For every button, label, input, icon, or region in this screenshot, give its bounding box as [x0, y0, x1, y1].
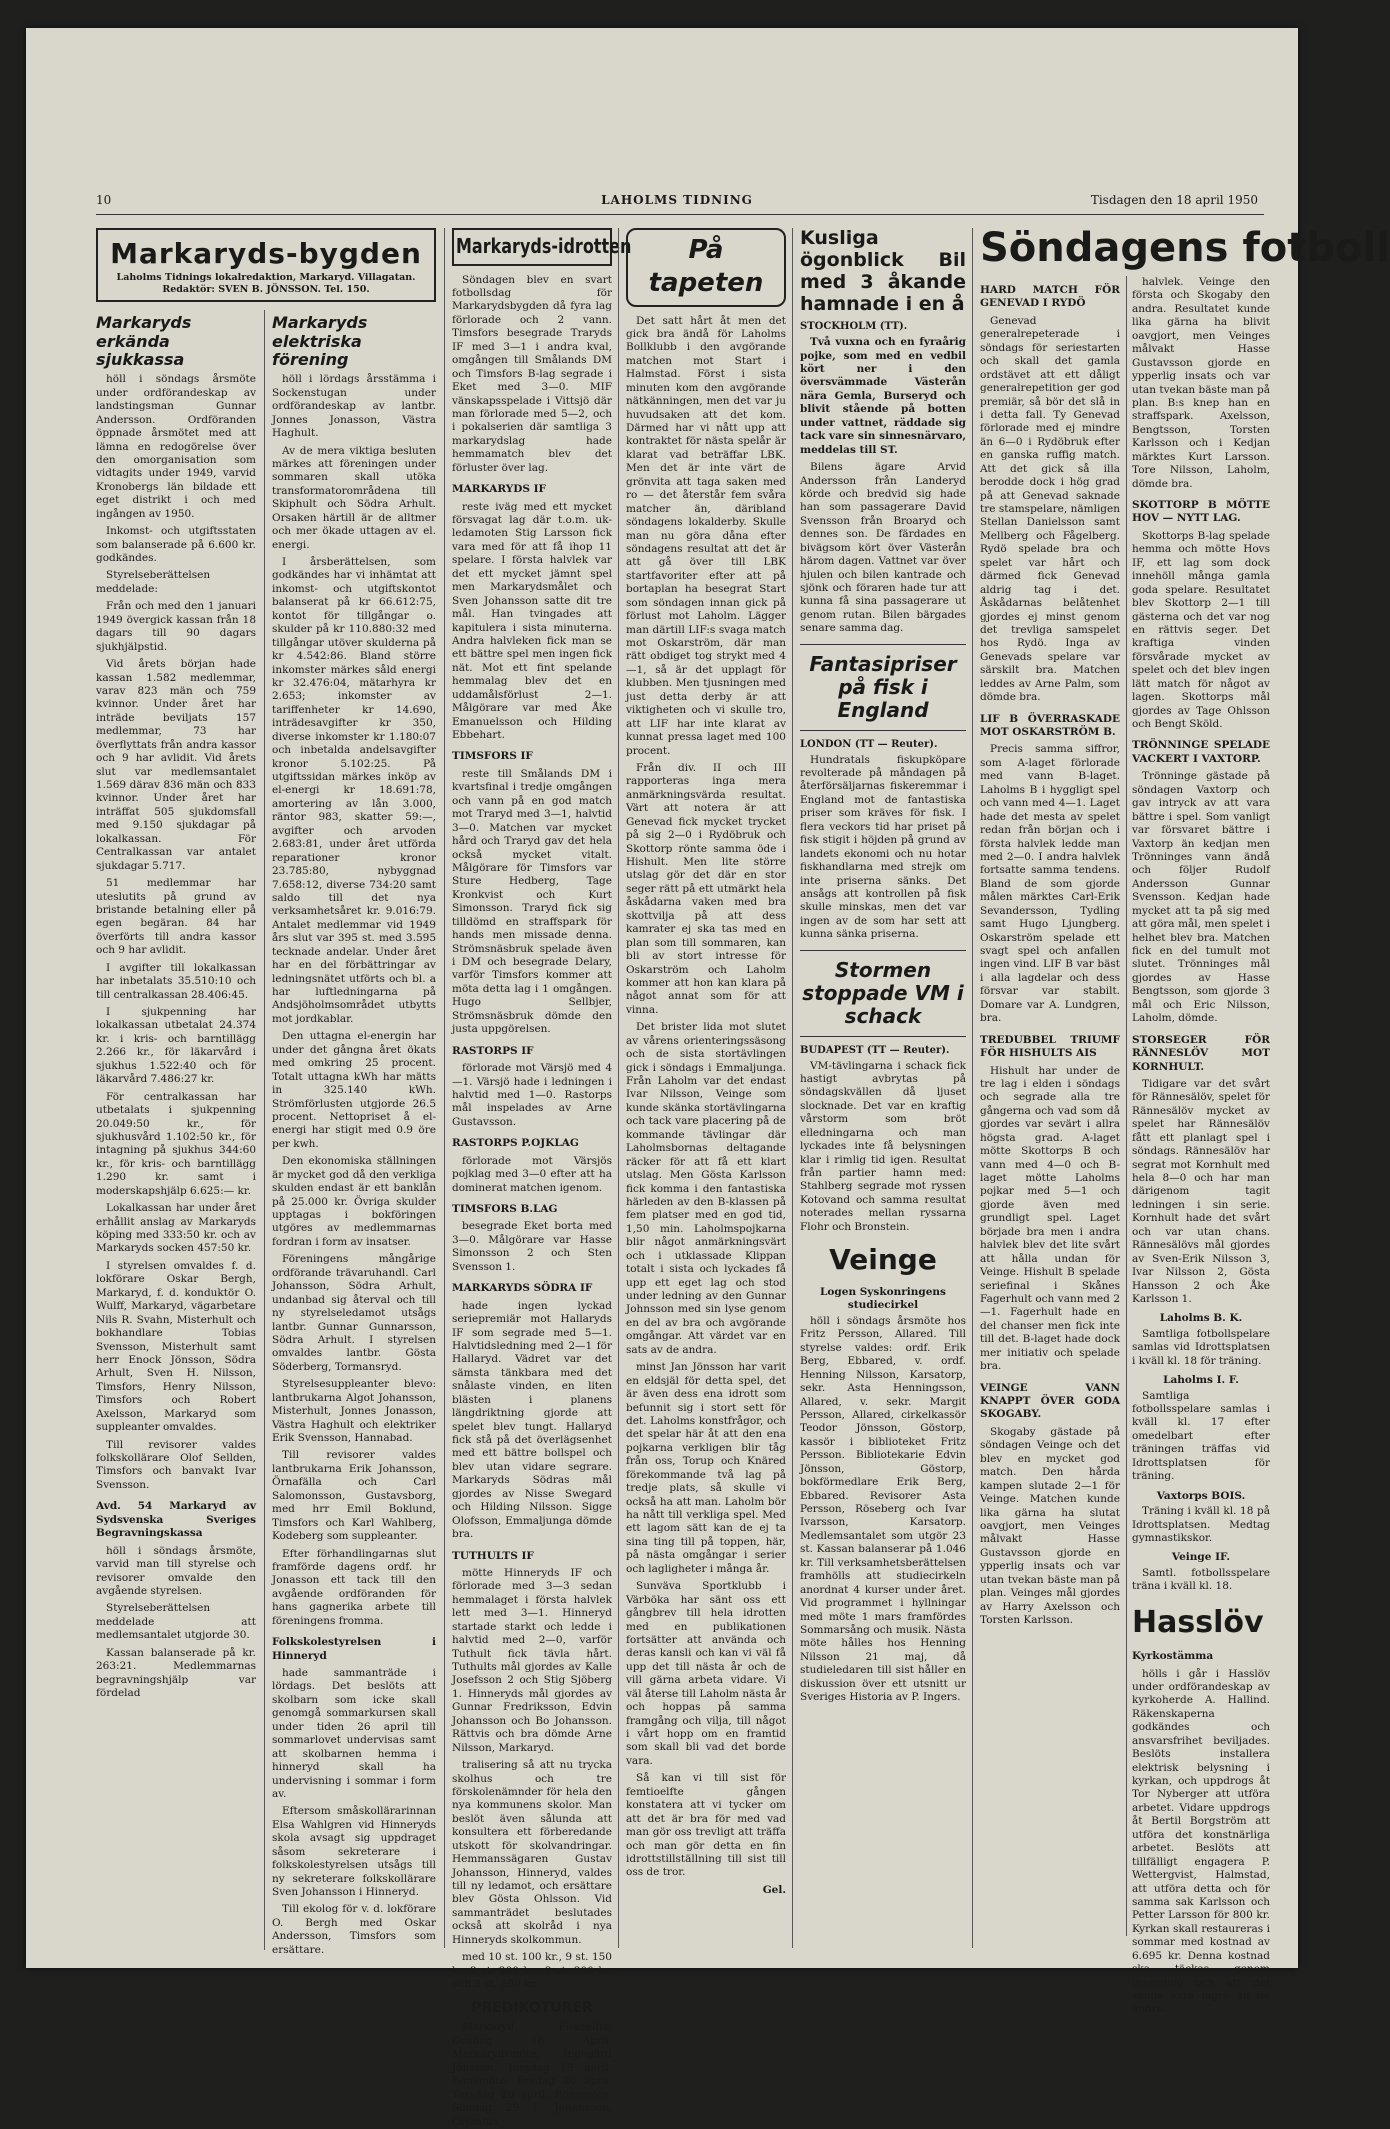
paragraph: Av de mera viktiga besluten märkes att föreningen under sommaren skall utöka transformatorområdena till Skiphult och Södra Arhult. Orsaken härtill är de alltmer och mer ökade uttagen av el. energi. — [272, 444, 436, 551]
article-subhead: Avd. 54 Markaryd av Sydsvenska Sveriges Begravningskassa — [96, 1500, 256, 1540]
storm-text: VM-tävlingarna i schack fick hastigt avbrytas på söndagskvällen då ljuset slocknade. Det var en kraftig vårstorm som bröt elledningarna och man lyckades inte få belysningen klar i rimlig tid igen. Resultat från partier hamn med: Stahlberg segrade mot ryssen Kotovand och samma resultat noterades mellan ryssarna Flohr och Bronstein. — [800, 1059, 966, 1233]
paragraph: höll i lördags årsstämma i Sockenstugan under ordförandeskap av lantbr. Jonnes Jonasson, Västra Haghult. — [272, 373, 436, 440]
report-subhead: STORSEGER FÖR RÄNNESLÖV MOT KORNHULT. — [1132, 1033, 1270, 1073]
report-subhead: TREDUBBEL TRIUMF FÖR HISHULTS AIS — [980, 1033, 1120, 1060]
report-text: hade ingen lyckad seriepremiär mot Hallaryds IF som segrade med 5—1. Halvtidsledning med 2—1 för Hallaryd. Vädret var det sämsta tänkbara med det snålaste vinden, en liten blästen i planens längdriktning gjorde att spelet blev tungt. Hallaryd fick stå på det överlägsenhet med ett bättre bollspel och blev utan vidare segrare. Markaryds Södras mål gjordes av Nisse Swegard och Hilding Nilsson. Sigge Olofsson, Emmaljunga dömde bra. — [452, 1299, 612, 1541]
paragraph: Vid årets början hade kassan 1.582 medlemmar, varav 823 män och 759 kvinnor. Under året har inträde beviljats 157 medlemmar, 73 har överflyttats från andra kassor och 9 har avlidit. Vid årets slut var medlemsantalet 1.569 därav 836 män och 833 kvinnor. Under året har inträffat 505 sjukdomsfall med 9.150 sjukdagar på lokalkassan. För Centralkassan var antalet sjukdagar 5.717. — [96, 658, 256, 872]
article-closing: tralisering så att nu trycka skolhus och tre förskolenämnder för hela den nya kommunens skolor. Man beslöt även sålunda att konsultera ett förberedande utskott för skolvandringar. Hemmanssägaren Gustav Johansson, Hinneryd, valdes till ny ledamot, och ersättare blev Gösta Ohlsson. Vid sammanträdet beslutades också att skolråd i nya Hinneryds skolkommun. — [452, 1759, 612, 1946]
veinge-text: höll i söndags årsmöte hos Fritz Persson, Allared. Till styrelse valdes: ordf. Erik Berg, Ebbared, v. ordf. Henning Nilsson, Karsatorp, sekr. Asta Henningsson, Allared, v. sekr. Margit Persson, Allared, cirkelkassör Teodor Jönsson, Göstorp, kassör i biblioteket Fritz Persson. Bibliotekarie Edvin Jönsson, Göstorp, bokförmedlare Erik Berg, Ebbared. Revisorer Asta Persson, Röseberg och Ivar Ivarsson, Karsatorp. Medlemsantalet som utgör 23 st. Kassan balanserar på 1.046 kr. Till verksamhetsberättelsen framhölls att studiecirkeln anordnat 4 kurser under året. Vid programmet i hyllningar med möte 1 mars framfördes Sommarsång och musik. Nästa möte hålles hos Henning Nilsson 21 maj, då studieledaren till sist håller en diskussion över ett utsnitt ur Sveriges Historia av P. Ingers. — [800, 1314, 966, 1704]
fanta-box — [800, 644, 966, 731]
report-text: reste iväg med ett mycket försvagat lag där t.o.m. uk-ledamoten Stig Larsson fick vara med för att få ihop 11 spelare. I första halvlek var det ett mycket jämnt spel men Markarydsmålet och Sven Johansson satte dit tre mål. Han tvingades att kapitulera i sista minuterna. Andra halvleken fick man se ett bättre spel men ingen fick nät. Mot ett fint spelande hemmalag blev det en uddamålsförlust 2—1. Målgörare var med Åke Emanuelsson och Hilding Ebbehart. — [452, 500, 612, 742]
paragraph: Efter förhandlingarnas slut framförde dagens ordf. hr Jonasson ett tack till den avgående ordföranden för hans gagnerika arbete till föreningens fromma. — [272, 1547, 436, 1627]
article-body — [96, 373, 256, 1492]
fotboll-headline: Söndagens fotboll — [980, 225, 1390, 271]
markaryd-subcol-2 — [272, 310, 436, 1956]
fotboll-subcol-2 — [1132, 276, 1270, 2016]
notice-text: Träning i kväll kl. 18 på Idrottsplatsen. Medtag gymnastikskor. — [1132, 1505, 1270, 1544]
kusliga-headline: Kusliga ögonblick Bil med 3 åkande hamnade i en å — [800, 227, 966, 315]
idrott-sections — [452, 483, 612, 1755]
notice-text: Samtl. fotbollsspelare träna i kväll kl. 18. — [1132, 1566, 1270, 1593]
paragraph: I avgifter till lokalkassan har inbetalats 35.510:10 och till centralkassan 28.406:45. — [96, 961, 256, 1001]
idrott-column — [452, 228, 632, 2128]
paragraph: Den ekonomiska ställningen är mycket god då den verkliga skulden endast är ett banklån på 25.000 kr. Övriga skulder upptagas i bokföringen utgöres av medlemmarnas fordran i form av insatser. — [272, 1155, 436, 1248]
report-text: halvlek. Veinge den första och Skogaby den andra. Resultatet kunde lika gärna ha blivit oavgjort, men Veinges målvakt Hasse Gustavsson gjorde en ypperlig insats och var utan tvekan bäste man på plan. B:s knep han en straffspark. Axelsson, Bengtsson, Torsten Karlsson och i Kedjan märktes Kurt Larsson. Tore Nilsson, Laholm, dömde bra. — [1132, 276, 1270, 490]
issue-date: Tisdagen den 18 april 1950 — [1090, 193, 1258, 207]
paragraph: höll i söndags årsmöte under ordförandeskap av landstingsman Gunnar Andersson. Ordföranden öppnade årsmötet med att lämna en redogörelse över den omorganisation som vidtagits under 1949, varvid Kronobergs län bildade ett eget distrikt i och med ingången av 1950. — [96, 373, 256, 520]
idrott-header-box — [452, 228, 632, 266]
predikoturer-text: Markaryd, Filadelfia: Onsdag 18 April. Markarydsmöte, Ingegärd Jönsson. Torsdag 19 april. Bönemöte. Fredag 20 april. Torsdag 20 april. Bönemöte. Söndag 29 I. Johansson, Orientus. — [452, 2021, 612, 2128]
paragraph: Styrelseberättelsen meddelade att medlemsantalet utgjorde 30. — [96, 1602, 256, 1642]
notice-text: Samtliga fotbollspelare samlas vid Idrottsplatsen i kväll kl. 18 för träning. — [1132, 1327, 1270, 1367]
paragraph: I sjukpenning har lokalkassan utbetalat 24.374 kr. i kris- och barntillägg 2.266 kr., för läkarvård i sjukhus 1.522:40 och för läkarvård 7.486:27 kr. — [96, 1006, 256, 1086]
report-subhead: HARD MATCH FÖR GENEVAD I RYDÖ — [980, 284, 1120, 310]
paragraph: höll i söndags årsmöte, varvid man till styrelse och revisorer omvalde den avgående styrelsen. — [96, 1544, 256, 1597]
paragraph: Kassan balanserade på kr. 263:21. Medlemmarnas begravningshjälp var fördelad — [96, 1646, 256, 1699]
report-subhead: TIMSFORS B.LAG — [452, 1203, 558, 1216]
report-subhead: SKOTTORP B MÖTTE HOV — NYTT LAG. — [1132, 499, 1270, 525]
section-title: Markaryds-idrotten — [456, 234, 632, 258]
paragraph: minst Jan Jönsson har varit en eldsjäl för detta spel, det är även dess ena idrott som befunnit sig i stort sett för det. Laholms konstfrågor, och det spelar här åt att den ena pojkarna verkligen blir tåg från oss, Torup och Knäred förekommande två lag på tredje plats, så skulle vi också ha att man. Laholm bör ha nått till verkliga spel. Med ett lagom sätt kan de ej ta sina ting till på toppen, här, på nästa omgångar i serier och lagligheter i många år. — [626, 1361, 786, 1575]
kusliga-lead: Två vuxna och en fyraårig pojke, som med en vedbil kört ner i den översvämmade Västerån nära Gemla, Burseryd och blivit stående på botten under vattnet, räddade sig tack vare sin sinnesnärvaro, meddelas till ST. — [800, 336, 966, 456]
report-text: Trönninge gästade på söndagen Vaxtorp och gav intryck av att vara bättre i spel. Som vanligt var försvaret bättre i Vaxtorp än kedjan men Trönninges vann ändå och följer Rudolf Andersson Gunnar Svensson. Kedjan hade mycket att ta på sig med att göra mål, men spelet i helhet blev bra. Matchen fick en del tumult mot slutet. Trönninges mål gjordes av Hasse Bengtsson, som gjorde 3 mål och Eric Nilsson, Laholm, dömde. — [1132, 770, 1270, 1025]
column-divider — [972, 228, 973, 1948]
paragraph: Styrelsesuppleanter blevo: lantbrukarna Algot Johansson, Misterhult, Jonnes Jonasson, Västra Haghult och elektriker Erik Svensson, Hannabad. — [272, 1378, 436, 1444]
paragraph: Från div. II och III rapporteras inga mera anmärkningsvärda resultat. Värt att notera är att Genevad fick mycket trycket på sig 2—0 i Rydöbruk och Skottorp rönte samma öde i Hishult. Men lite större utslag gör det där en stor seger rätt på ett utmärkt hela åskådarna vaken med bra skottvilja på att dess kamrater ej ska tas med en plan som till sommaren, kan bli av stort intresse för Oskarström och Laholm kommer att hon kan klara på något annat som för att vinna. — [626, 761, 786, 1016]
article-headline: Markaryds erkända sjukkassa — [96, 313, 192, 369]
fotboll-section — [980, 225, 1390, 2016]
veinge-headline: Veinge — [829, 1243, 937, 1277]
report-subhead: MARKARYDS IF — [452, 483, 546, 496]
column-divider — [792, 228, 793, 1948]
notice-head: Laholms B. K. — [1159, 1312, 1243, 1325]
report-subhead: TIMSFORS IF — [452, 750, 533, 763]
report-text: Precis samma siffror, som A-laget förlorade med vann B-laget. Laholms B i hyggligt spel och vann med 4—1. Laget hade det mesta av spelet redan från början och i första halvlek ledde man med 2—0. I andra halvlek fortsatte samma tendens. Bland de som gjorde målen märktes Carl-Erik Sevandersson, Tydling samt Hugo Ljungberg. Oskarström spelade ett svagt spel och anfallen ingen vind. LIF B var bäst i alla lagdelar och dess försvar var stabilt. Domare var A. Lundgren, bra. — [980, 743, 1120, 1025]
paragraph: Från och med den 1 januari 1949 övergick kassan från 18 dagars till 90 dagars sjukhjälpstid. — [96, 600, 256, 653]
paragraph: Till revisorer valdes lantbrukarna Erik Johansson, Örnafälla och Carl Salomonsson, Gustavsborg, med hrr Emil Boklund, Timsfors och Karl Wahlberg, Kodeberg som suppleanter. — [272, 1449, 436, 1543]
notice-text: Samtliga fotbollsspelare samlas i kväll kl. 17 efter omedelbart efter träningen träffas vid Idrottsplatsen för träning. — [1132, 1389, 1270, 1483]
report-subhead: TRÖNNINGE SPELADE VACKERT I VAXTORP. — [1132, 739, 1270, 765]
report-subhead: RASTORPS IF — [452, 1044, 534, 1057]
column-divider — [444, 228, 445, 1948]
storm-headline: Stormen stoppade VM i schack — [802, 957, 964, 1028]
report-text: mötte Hinneryds IF och förlorade med 3—3 sedan hemmalaget i första halvlek lett med 3—1. Hinneryd startade starkt och ledde i halvtid med 2—0, varför Tuthult fick tävla hårt. Tuthults mål gjordes av Kalle Josefsson 2 och Stig Sjöberg 1. Hinneryds mål gjordes av Gunnar Fredriksson, Edvin Johansson och Bo Johansson. Rättvis och bra dömde Arne Nilsson, Markaryd. — [452, 1566, 612, 1754]
dateline: STOCKHOLM (TT). — [800, 321, 908, 333]
news-column — [800, 228, 966, 1948]
dateline: LONDON (TT — Reuter). — [800, 738, 938, 750]
storm-box — [800, 950, 966, 1037]
tapeten-title: På tapeten — [626, 228, 786, 307]
report-text: Skogaby gästade på söndagen Veinge och det blev en mycket god match. Den hårda kampen slutade 2—1 för Veinge. Matchen kunde lika gärna ha slutat oavgjort, men Veinges målvakt Hasse Gustavsson gjorde en ypperlig insats och var utan tvekan bäste man på plan. Veinges mål gjordes av Harry Axelsson och Torsten Karlsson. — [980, 1425, 1120, 1626]
paragraph: Till ekolog för v. d. lokförare O. Bergh med Oskar Andersson, Timsfors som ersättare. — [272, 1903, 436, 1956]
notice-head: Laholms I. F. — [1163, 1374, 1239, 1387]
paragraph: Så kan vi till sist för femtioelfte gången konstatera att vi tycker om att det är bra för med vad man gör oss trevligt att träffa och man gör detta en fin idrottstillställning till sist till oss de tror. — [626, 1772, 786, 1879]
paragraph: Föreningens mångårige ordförande trävaruhandl. Carl Johansson, Södra Arhult, undanbad sig återval och till ny styrelseledamot utsågs lantbr. Gunnar Gunnarsson, Södra Arhult. I styrelsen omvaldes lantbr. Gösta Söderberg, Tormansryd. — [272, 1253, 436, 1373]
report-subhead: RASTORPS P.OJKLAG — [452, 1137, 579, 1150]
paragraph: I årsberättelsen, som godkändes har vi inhämtat att inkomst- och utgiftskontot balanserat på kr 66.612:75, kontot för tillgångar o. skulder på kr 110.880:32 med tillgångar utöver skulderna på kr 4.542:86. Bland större inkomster märkes såld energi kr 32.476:04, mätarhyra kr 2.653; inkomster av tariffenheter kr 14.690, inträdesavgifter kr 350, diverse inkomster kr 1.180:07 och inbetalda andelsavgifter kronor 5.102:25. På utgiftssidan märkes inköp av el-energi kr 18.691:78, amortering av lån 3.000, räntor 983, skatter 59:—, avgifter och arvoden 2.683:81, under året utförda reparationer kronor 23.785:80, nybyggnad 7.658:12, diverse 734:20 samt saldo till det nya verksamhetsåret kr. 9.016:79. Antalet medlemmar vid 1949 års slut var 395 st. med 3.595 tecknade andelar. Under året har en del förbättringar av ledningsnätet utförts och bl. a har luftledningarna på Andsjöholmsområdet utbytts mot jordkablar. — [272, 556, 436, 1025]
newspaper-page — [26, 28, 1390, 2128]
markaryd-header-box — [96, 228, 436, 302]
dateline: BUDAPEST (TT — Reuter). — [800, 1044, 950, 1056]
report-subhead: MARKARYDS SÖDRA IF — [452, 1282, 593, 1295]
report-text: förlorade mot Värsjös pojklag med 3—0 efter att ha dominerat matchen igenom. — [452, 1154, 612, 1194]
paragraph: hade sammanträde i lördags. Det beslöts att skolbarn som icke skall genomgå sommarkursen skall under tiden 26 april till sommarlovet undervisas samt att skolbarnen hemma i hinneryd skall ha undervisning i sommar i form av. — [272, 1667, 436, 1800]
markaryd-subcol-1 — [96, 310, 256, 1950]
hasslov-subhead: Kyrkostämma — [1132, 1650, 1214, 1663]
signature: Gel. — [762, 1883, 786, 1896]
tapeten-body — [626, 315, 786, 1880]
article-body-2 — [272, 1667, 436, 1957]
fanta-headline: Fantasipriser på fisk i England — [809, 651, 957, 722]
masthead — [96, 193, 1258, 215]
club-notices — [1132, 1312, 1270, 1593]
report-text: Hishult har under de tre lag i elden i söndags och segrade alla tre gångerna och vad som då gjordes var sevärt i allra högsta grad. A-laget mötte Skottorps B och vann med 4—0 och B-laget mötte Laholms pojkar med 5—1 och gjorde även med grundligt spel. Laget började bra men i andra halvlek blev det lite svårt att hålla undan för Veinge. Hishult B spelade seriefinal i Skånes Fagerhult och vann med 2—1. Fagerhult hade en del chanser men fick inte till det. B-laget hade dock mer initiativ och spelade bra. — [980, 1064, 1120, 1373]
page-number: 10 — [96, 193, 112, 207]
report-text: Skottorps B-lag spelade hemma och mötte Hovs IF, ett lag som dock innehöll många gamla goda spelare. Resultatet blev Skottorp 2—1 till gästerna och det var nog en rättvis seger. Det kraftiga vinden försvårade mycket av spelet och det blev ingen lätt match för något av lagen. Skottorps mål gjordes av Tage Ohlsson och Bengt Sköld. — [1132, 529, 1270, 730]
fanta-text: Hundratals fiskupköpare revolterade på måndagen på återförsäljarnas fiskeremmar i England mot de fantastiska priser som kräves för fisk. I flera veckors tid har priset på fisk stigit i höjden på grund av landets ekonomi och nu hotar fiskhandlarna med strejk om inte priserna sänks. Det ansågs att kontrollen på fisk skulle minskas, men det var ingen av de som har sett att kunna sänka priserna. — [800, 753, 966, 941]
report-text: reste till Smålands DM i kvartsfinal i tredje omgången och vann på en god match mot Traryd med 3—1, halvtid 3—0. Matchen var mycket hård och Traryd gav det hela också mycket vitalt. Målgörare för Timsfors var Sture Hedberg, Tage Kronkvist och Kurt Simonsson. Traryd fick sig tilldömd en straffspark för hands men missade denna. Strömsnäsbruk spelade även i DM och besegrade Delary, varför Timsfors kommer att möta detta lag i 1 omgången. Hugo Sellbjer, Strömsnäsbruk dömde den justa uppgörelsen. — [452, 767, 612, 1036]
notice-head: Veinge IF. — [1171, 1551, 1231, 1564]
tapeten-column — [626, 228, 786, 1948]
paragraph: För centralkassan har utbetalats i sjukpenning 20.049:50 kr., för sjukhusvård 1.102:50 kr., för intagning på sjukhus 344:60 kr., för kris- och barntillägg 1.290 kr. samt i moderskapshjälp 6.625:— kr. — [96, 1090, 256, 1197]
report-subhead: LIF B ÖVERRASKADE MOT OSKARSTRÖM B. — [980, 712, 1120, 738]
fotboll-reports — [1132, 276, 1270, 1306]
markaryd-section — [96, 228, 436, 1956]
article-body — [272, 373, 436, 1628]
fotboll-subcol-1 — [980, 276, 1120, 1936]
kusliga-text: Bilens ägare Arvid Andersson från Landeryd körde och bredvid sig hade han som passagerare David Svensson från Broaryd och dennes son. De färdades en bivägsom kört över Västerån härom dagen. Vattnet var över hjulen och bilen kantrade och sjönk och föraren hade tur att kunna få sina passagerare ut genom rutan. Bilen bärgades senare samma dag. — [800, 461, 966, 635]
article-body-2 — [96, 1545, 256, 1701]
column-divider — [618, 228, 619, 1948]
article-intro: Söndagen blev en svart fotbollsdag för Markarydsbygden då fyra lag förlorade och 2 vann. Timsfors besegrade Traryds IF med 3—1 i andra kval, omgången till Smålands DM och Timsfors B-lag segrade i Eket med 3—0. MIF vänskapsspelade i Vittsjö där man förlorade med 5—2, och i pokalserien där samtliga 3 markarydslag hade hemmamatch blev det förluster över lag. — [452, 273, 612, 474]
hasslov-headline: Hasslöv — [1132, 1604, 1264, 1640]
paragraph: 51 medlemmar har uteslutits på grund av bristande betalning eller på egen begäran. 84 har överförts till andra kassor och 9 har avlidit. — [96, 877, 256, 957]
report-text: Tidigare var det svårt för Rännesälöv, spelet för Rännesälöv mycket av spelet har Rännesälöv fått ett planlagt spel i söndags. Rännesälöv har segrat mot Kornhult med hela 8—0 och har man därigenom tagit ledningen i sin serie. Kornhult hade det svårt och var utan chans. Rännesälövs mål gjordes av Sven-Erik Nilsson 3, Ivar Nilsson 2, Gösta Hansson 2 och Åke Karlsson 1. — [1132, 1077, 1270, 1305]
report-text: besegrade Eket borta med 3—0. Målgörare var Hasse Simonsson 2 och Sten Svensson 1. — [452, 1220, 612, 1273]
paragraph: Eftersom småskollärarinnan Elsa Wahlgren vid Hinneryds skola avsagt sig uppdraget såsom sekreterare i folkskolestyrelsen utsågs till ny sekreterare folkskollärare Sven Johansson i Hinneryd. — [272, 1805, 436, 1898]
paragraph: Det brister lida mot slutet av vårens orienteringssäsong och de sista stortävlingen gick i söndags i Emmaljunga. Från Laholm var det endast Ivar Nilsson, Veinge som kunde skänka stortävlingarna och tack vare placering på de kommande tävlingar där Laholmsbornas deltagande räcker för att få ett klart utslag. Men Gösta Karlsson fick komma i den fantastiska härleden av den B-klassen på fem platser med en god tid, 1,50 min. Laholmspojkarna blir något anmärkningsvärt och i utklassade Klippan totalt i sista och lyckades få upp ett eget lag och stod under ledning av den Gunnar Johnsson med sin lyse genom en del av bra och avgörande omgångar. Att värdet var en sats av de andra. — [626, 1021, 786, 1356]
notice-head: Vaxtorps BOIS. — [1156, 1489, 1246, 1502]
editor-line: Laholms Tidnings lokalredaktion, Markaryd. Villagatan. Redaktör: SVEN B. JÖNSSON. Tel. 150. — [116, 271, 416, 295]
section-title: Markaryds-bygden — [110, 237, 422, 270]
report-text: Genevad generalrepeterade i söndags för seriestarten och skall det gamla ordstävet att ett dåligt generalrepetition ger god premiär, så bör det slå in i detta fall. Ty Genevad förlorade med ej mindre än 6—0 i Rydöbruk efter en ganska ruffig match. Att det gick så illa berodde dock i hög grad på att Genevad saknade tre stamspelare, nämligen Stellan Danielsson samt Mellberg och Fågelberg. Rydö spelade bra och spelet var hårt och därmed fick Genevad aldrig tag i det. Åskådarnas belåtenhet gjordes ej minst genom det trevliga samspelet hos Rydö. Inga av Genevads spelare var särskilt bra. Matchen leddes av Arne Palm, som dömde bra. — [980, 314, 1120, 704]
article-subhead: Folkskolestyrelsen i Hinneryd — [272, 1636, 436, 1662]
newspaper-title: LAHOLMS TIDNING — [601, 193, 753, 207]
paragraph: Styrelseberättelsen meddelade: — [96, 569, 211, 595]
paragraph: Till revisorer valdes folkskollärare Olof Sellden, Timsfors och banvakt Ivar Svensson. — [96, 1438, 256, 1491]
report-subhead: VEINGE VANN KNAPPT ÖVER GODA SKOGABY. — [980, 1381, 1120, 1421]
masthead-rule — [96, 214, 1264, 215]
paragraph: I styrelsen omvaldes f. d. lokförare Oskar Bergh, Markaryd, f. d. konduktör O. Wulff, Markaryd, vägarbetare Nils R. Svahn, Misterhult och bokhandlare Tobias Svensson, Misterhult samt herr Enock Jönsson, Södra Arhult, Sven H. Nilsson, Timsfors, Henry Nilsson, Timsfors och Robert Axelsson, Markaryd som suppleanter omvaldes. — [96, 1259, 256, 1434]
paragraph: Det satt hårt åt men det gick bra ändå för Laholms Bollklubb i den avgörande matchen mot Start i Halmstad. Först i sista minuten kom den avgörande nätkänningen, men det var ju huvudsaken att det kom. Därmed har vi nått upp att kontraktet för nästa spelår är klarat vad beträffar LBK. Men det är inte värt de grönvita att taga saken med ro — det återstår fem svåra matcher än, däribland söndagens lokalderby. Skulle man nu göra dåna efter söndagens resultat att det är att gå över till LBK startfavoriter efter att på bortaplan ha besegrat Start som söndagen innan gick på förlust mot Laholm. Lägger man därtill LIF:s svaga match mot Oskarström, där man rätt obdiget tog strykt med 4—1, så är det upplagt för klubben. Men tjusningen med just detta derby är att viktigheten och vi skulle tro, att LIF har inte klarat av kunnat pressa laget med 100 procent. — [626, 314, 786, 757]
paragraph: Inkomst- och utgiftsstaten som balanserade på 6.600 kr. godkändes. — [96, 525, 256, 564]
report-text: förlorade mot Värsjö med 4—1. Värsjö hade i ledningen i halvtid med 1—0. Rastorps mål inspelades av Arne Gustavsson. — [452, 1062, 612, 1128]
veinge-subhead: Logen Syskonringens studiecirkel — [820, 1286, 946, 1312]
report-subhead: TUTHULTS IF — [452, 1549, 534, 1562]
article-headline: Markaryds elektriska förening — [272, 313, 368, 369]
paragraph: Den uttagna el-energin har under det gångna året ökats med omkring 25 procent. Totalt uttagna kWh har mätts in 325.140 kWh. Strömförlusten utgjorde 26.5 procent. Nettopriset å el-energi har stigit med 0.9 öre per kwh. — [272, 1030, 436, 1150]
paragraph: Sunväva Sportklubb i Värböka har sänt oss ett gångbrev till hela idrotten med en publikationen fortsätter att använda och deras kansli och kan vi väl få upp det till nästa år och de vill gärna arbeta vidare. Vi väl återse till Laholm nästa år och hoppas på samma framgång och vilja, till något i vårt hopp om en framtid som skall bli vad det borde vara. — [626, 1580, 786, 1767]
column-divider — [1126, 276, 1127, 1936]
column-divider — [264, 310, 265, 1950]
article-tail: med 10 st. 100 kr., 9 st. 150 kr. 2 st. 200 kr., 2 st. 300 kr. och 3 st. 500 kr. — [452, 1951, 612, 1991]
predikoturer-head: PREDIKOTURER — [471, 1999, 593, 2016]
hasslov-text: hölls i går i Hasslöv under ordförandeskap av kyrkoherde A. Hallind. Räkenskaperna godkändes och ansvarsfrihet beviljades. Beslöts installera elektrisk belysning i kyrkan, och uppdrogs åt Tor Nyberger att utföra arbetet. Vidare uppdrogs åt Bertil Borgström att utföra det konstnärliga arbetet. Beslöts att tillfälligt engagera P. Wettergvist, Halmstad, att utföra detta och för samma sak Karlsson och Petter Larsson för 800 kr. Kyrkan skall restaureras i sommar med kostnad av 6.695 kr. Denna kostnad ska täckas genom insamling och att det skulle vara lagre än de andra. — [1132, 1667, 1270, 2016]
paragraph: Lokalkassan har under året erhållit anslag av Markaryds köping med 333:50 kr. och av Markaryds socken 457:50 kr. — [96, 1202, 256, 1255]
